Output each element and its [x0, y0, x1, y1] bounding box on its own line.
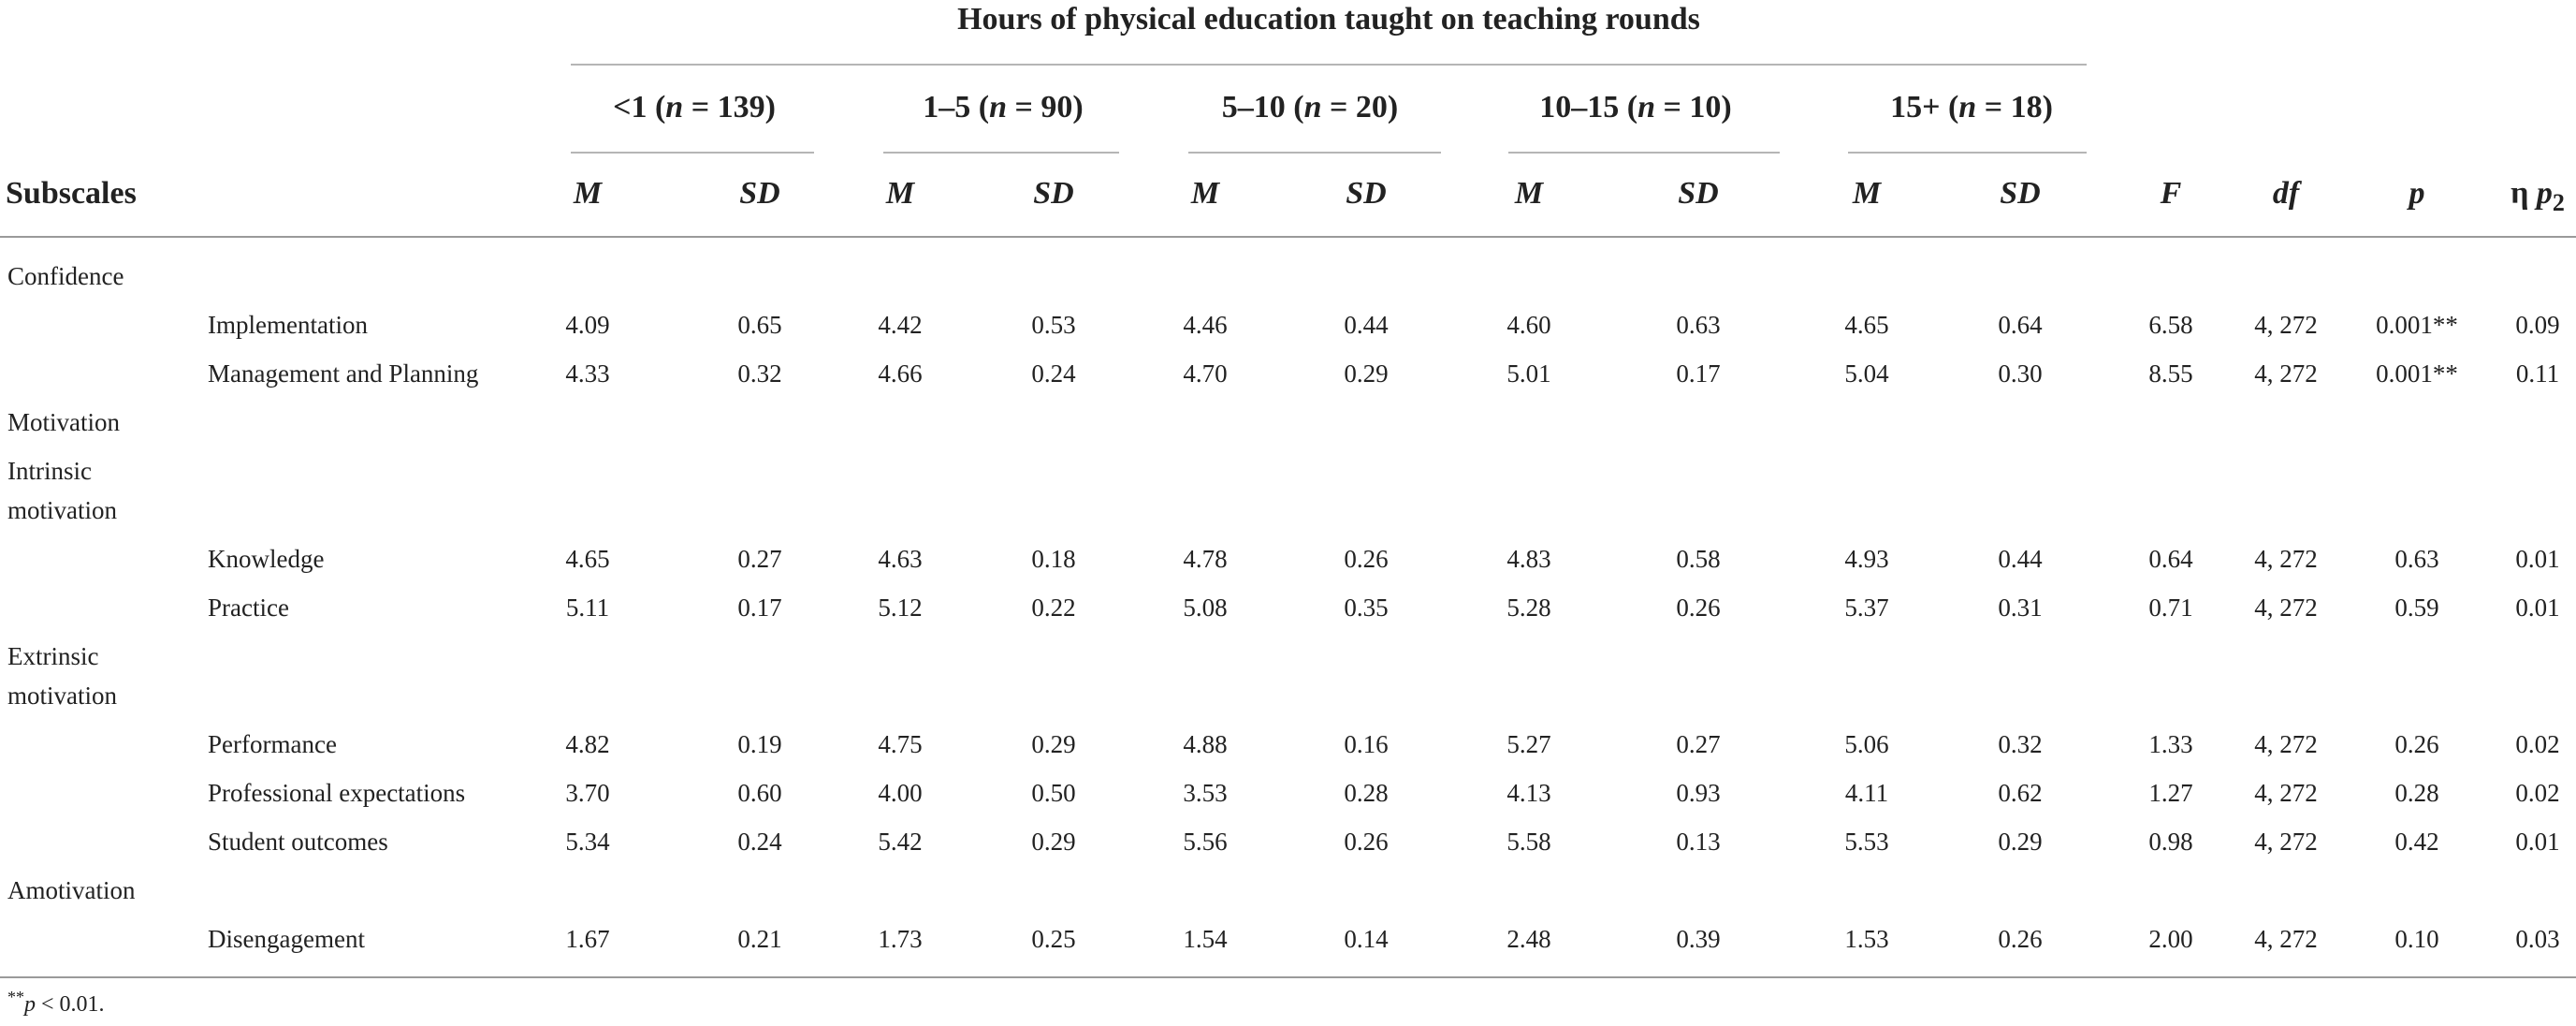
footnote-text: < 0.01. [36, 992, 105, 1017]
cell-sd: 0.16 [1344, 730, 1389, 758]
cell-df: 4, 272 [2254, 545, 2318, 573]
group-label: <1 [613, 90, 648, 125]
cell-m: 4.42 [878, 311, 923, 339]
col-header-m: M [1190, 176, 1220, 211]
cell-m: 5.11 [565, 594, 610, 622]
group-n-value: = 90) [1007, 90, 1084, 125]
section-label: Extrinsic [7, 642, 99, 670]
section-label: Confidence [7, 262, 124, 290]
row-label: Performance [208, 730, 337, 758]
group-label: 10–15 [1539, 90, 1620, 125]
cell-m: 5.12 [878, 594, 923, 622]
col-header-p: p [2409, 176, 2425, 211]
row-label: Practice [208, 594, 289, 622]
group-header-3: 10–15 (n = 10) [1539, 90, 1732, 125]
col-header-f: F [2160, 176, 2182, 211]
cell-p: 0.10 [2394, 925, 2439, 953]
cell-sd: 0.28 [1344, 779, 1389, 807]
cell-f: 1.27 [2148, 779, 2193, 807]
cell-m: 4.78 [1183, 545, 1228, 573]
group-label: 5–10 [1221, 90, 1286, 125]
cell-m: 4.13 [1506, 779, 1551, 807]
cell-m: 4.33 [565, 359, 610, 388]
cell-sd: 0.63 [1676, 311, 1721, 339]
cell-sd: 0.39 [1676, 925, 1721, 953]
section-label: Motivation [7, 408, 120, 436]
group-n-label: n [665, 90, 684, 125]
cell-df: 4, 272 [2254, 779, 2318, 807]
cell-m: 3.70 [565, 779, 610, 807]
cell-p: 0.001** [2376, 311, 2458, 339]
group-rule-4 [1848, 152, 2087, 154]
footnote-p: p [24, 992, 36, 1017]
cell-df: 4, 272 [2254, 311, 2318, 339]
cell-sd: 0.29 [1998, 828, 2043, 856]
cell-df: 4, 272 [2254, 730, 2318, 758]
col-header-m: M [1852, 176, 1882, 211]
cell-sd: 0.26 [1344, 828, 1389, 856]
cell-sd: 0.32 [737, 359, 782, 388]
cell-df: 4, 272 [2254, 359, 2318, 388]
cell-m: 5.53 [1844, 828, 1889, 856]
group-n-value: = 139) [683, 90, 776, 125]
cell-sd: 0.30 [1998, 359, 2043, 388]
section-label: Amotivation [7, 876, 136, 904]
cell-sd: 0.35 [1344, 594, 1389, 622]
cell-sd: 0.27 [1676, 730, 1721, 758]
cell-m: 4.88 [1183, 730, 1228, 758]
col-header-sd: SD [1033, 176, 1074, 211]
cell-p: 0.42 [2394, 828, 2439, 856]
group-n-label: n [1637, 90, 1656, 125]
cell-sd: 0.17 [1676, 359, 1721, 388]
cell-sd: 0.65 [737, 311, 782, 339]
cell-m: 5.34 [565, 828, 610, 856]
footnote-stars: ** [7, 988, 24, 1006]
cell-p: 0.001** [2376, 359, 2458, 388]
cell-f: 6.58 [2148, 311, 2193, 339]
cell-sd: 0.93 [1676, 779, 1721, 807]
cell-sd: 0.64 [1998, 311, 2043, 339]
cell-sd: 0.29 [1031, 730, 1076, 758]
section-label-line2: motivation [7, 496, 117, 524]
group-rule-0 [571, 152, 814, 154]
group-title-rule [571, 64, 2087, 66]
cell-sd: 0.14 [1344, 925, 1389, 953]
col-header-sd: SD [2000, 176, 2041, 211]
cell-sd: 0.24 [737, 828, 782, 856]
cell-sd: 0.32 [1998, 730, 2043, 758]
table-bottom-rule [0, 976, 2576, 978]
col-header-sd: SD [739, 176, 780, 211]
cell-p: 0.63 [2394, 545, 2439, 573]
cell-m: 4.83 [1506, 545, 1551, 573]
cell-sd: 0.31 [1998, 594, 2043, 622]
cell-eta: 0.01 [2515, 594, 2560, 622]
col-header-m: M [573, 176, 603, 211]
cell-sd: 0.25 [1031, 925, 1076, 953]
col-header-sd: SD [1678, 176, 1719, 211]
col-header-eta [2496, 176, 2576, 216]
cell-eta: 0.01 [2515, 545, 2560, 573]
group-n-label: n [1303, 90, 1322, 125]
cell-sd: 0.26 [1676, 594, 1721, 622]
group-label: 1–5 [923, 90, 971, 125]
cell-m: 4.93 [1844, 545, 1889, 573]
cell-sd: 0.29 [1344, 359, 1389, 388]
cell-m: 4.75 [878, 730, 923, 758]
section-label-line2: motivation [7, 682, 117, 710]
header-bottom-rule [0, 236, 2576, 238]
row-label: Professional expectations [208, 779, 466, 807]
cell-sd: 0.13 [1676, 828, 1721, 856]
cell-sd: 0.24 [1031, 359, 1076, 388]
cell-sd: 0.44 [1344, 311, 1389, 339]
cell-eta: 0.02 [2515, 779, 2560, 807]
cell-m: 4.60 [1506, 311, 1551, 339]
cell-sd: 0.26 [1344, 545, 1389, 573]
cell-sd: 0.19 [737, 730, 782, 758]
cell-m: 5.37 [1844, 594, 1889, 622]
group-header-1: 1–5 (n = 90) [923, 90, 1084, 125]
cell-m: 4.09 [565, 311, 610, 339]
cell-m: 2.48 [1506, 925, 1551, 953]
cell-f: 0.98 [2148, 828, 2193, 856]
group-header-4: 15+ (n = 18) [1890, 90, 2053, 125]
cell-sd: 0.22 [1031, 594, 1076, 622]
eta-sub: 2 [2552, 188, 2565, 216]
cell-sd: 0.58 [1676, 545, 1721, 573]
cell-m: 1.54 [1183, 925, 1228, 953]
cell-m: 5.01 [1506, 359, 1551, 388]
cell-m: 5.04 [1844, 359, 1889, 388]
cell-m: 1.53 [1844, 925, 1889, 953]
cell-m: 4.00 [878, 779, 923, 807]
cell-m: 4.63 [878, 545, 923, 573]
row-label: Knowledge [208, 545, 325, 573]
group-n-value: = 20) [1321, 90, 1399, 125]
cell-df: 4, 272 [2254, 925, 2318, 953]
col-header-sd: SD [1346, 176, 1387, 211]
row-label: Disengagement [208, 925, 365, 953]
group-title: Hours of physical education taught on teaching rounds [957, 2, 1700, 37]
cell-sd: 0.44 [1998, 545, 2043, 573]
group-rule-2 [1188, 152, 1441, 154]
row-label: Management and Planning [208, 359, 479, 388]
cell-m: 5.58 [1506, 828, 1551, 856]
cell-sd: 0.60 [737, 779, 782, 807]
group-n-value: = 18) [1976, 90, 2053, 125]
cell-m: 4.46 [1183, 311, 1228, 339]
eta-p: p [2536, 176, 2553, 211]
cell-eta: 0.02 [2515, 730, 2560, 758]
cell-m: 4.82 [565, 730, 610, 758]
cell-m: 5.08 [1183, 594, 1228, 622]
col-header-m: M [1514, 176, 1544, 211]
cell-m: 1.67 [565, 925, 610, 953]
cell-m: 5.27 [1506, 730, 1551, 758]
group-n-label: n [989, 90, 1008, 125]
cell-m: 5.28 [1506, 594, 1551, 622]
cell-sd: 0.26 [1998, 925, 2043, 953]
cell-f: 2.00 [2148, 925, 2193, 953]
cell-m: 5.42 [878, 828, 923, 856]
subscales-header: Subscales [6, 176, 137, 211]
cell-sd: 0.21 [737, 925, 782, 953]
row-label: Implementation [208, 311, 368, 339]
group-header-0: <1 (n = 139) [613, 90, 776, 125]
cell-m: 1.73 [878, 925, 923, 953]
cell-m: 4.66 [878, 359, 923, 388]
group-rule-1 [883, 152, 1119, 154]
cell-df: 4, 272 [2254, 828, 2318, 856]
cell-sd: 0.50 [1031, 779, 1076, 807]
col-header-df: df [2272, 176, 2300, 211]
cell-m: 4.11 [1844, 779, 1889, 807]
group-n-value: = 10) [1655, 90, 1732, 125]
cell-sd: 0.53 [1031, 311, 1076, 339]
cell-sd: 0.27 [737, 545, 782, 573]
cell-eta: 0.11 [2515, 359, 2560, 388]
cell-sd: 0.62 [1998, 779, 2043, 807]
group-label: 15+ [1890, 90, 1941, 125]
cell-m: 3.53 [1183, 779, 1228, 807]
footnote [7, 988, 105, 1018]
group-n-label: n [1958, 90, 1977, 125]
cell-m: 4.65 [565, 545, 610, 573]
cell-p: 0.26 [2394, 730, 2439, 758]
cell-f: 1.33 [2148, 730, 2193, 758]
cell-f: 0.71 [2148, 594, 2193, 622]
cell-sd: 0.29 [1031, 828, 1076, 856]
group-rule-3 [1508, 152, 1780, 154]
section-label: Intrinsic [7, 457, 92, 485]
group-header-2: 5–10 (n = 20) [1221, 90, 1399, 125]
cell-m: 4.70 [1183, 359, 1228, 388]
cell-eta: 0.09 [2515, 311, 2560, 339]
row-label: Student outcomes [208, 828, 388, 856]
cell-f: 0.64 [2148, 545, 2193, 573]
cell-p: 0.59 [2394, 594, 2439, 622]
cell-df: 4, 272 [2254, 594, 2318, 622]
eta-symbol: η [2511, 176, 2537, 211]
cell-m: 4.65 [1844, 311, 1889, 339]
cell-sd: 0.18 [1031, 545, 1076, 573]
col-header-m: M [885, 176, 915, 211]
cell-m: 5.56 [1183, 828, 1228, 856]
cell-f: 8.55 [2148, 359, 2193, 388]
cell-p: 0.28 [2394, 779, 2439, 807]
cell-eta: 0.03 [2515, 925, 2560, 953]
cell-eta: 0.01 [2515, 828, 2560, 856]
cell-m: 5.06 [1844, 730, 1889, 758]
cell-sd: 0.17 [737, 594, 782, 622]
